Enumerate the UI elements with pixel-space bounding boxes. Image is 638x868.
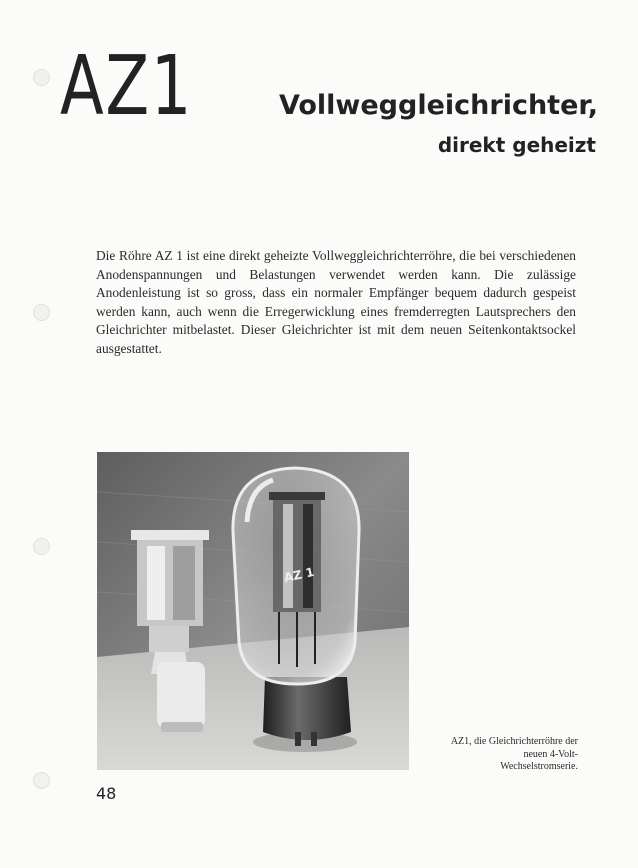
figure-caption: AZ1, die Gleichrichterröhre der neuen 4-Volt-Wechselstromserie.: [450, 736, 578, 772]
tube-photograph: [97, 452, 409, 770]
tube-model-title: AZ1: [60, 39, 193, 134]
punch-hole-bottom: [33, 772, 50, 789]
description-paragraph: Die Röhre AZ 1 ist eine direkt geheizte Vollweggleichrichterröhre, die bei verschiedenen Anodenspannungen und Belastungen verwendet werden kann. Die zulässige Anodenleistung ist so gross, dass ein normaler Empfänger bequem dadurch gespeist werden kann, auch wenn die Erregerwicklung eines fremderregten Lautsprechers den Gleichrichter mitbelastet. Dieser Gleichrichter ist mit dem neuen Seitenkontaktsockel ausgestattet.: [96, 248, 576, 356]
punch-hole-upper-middle: [33, 304, 50, 321]
punch-hole-top: [33, 69, 50, 86]
tube-heating-subtitle: direkt geheizt: [437, 133, 596, 157]
tube-marking: AZ 1: [282, 564, 316, 585]
tube-type-title: Vollweggleichrichter,: [278, 90, 598, 121]
page-number: 48: [96, 784, 117, 803]
punch-hole-lower-middle: [33, 538, 50, 555]
